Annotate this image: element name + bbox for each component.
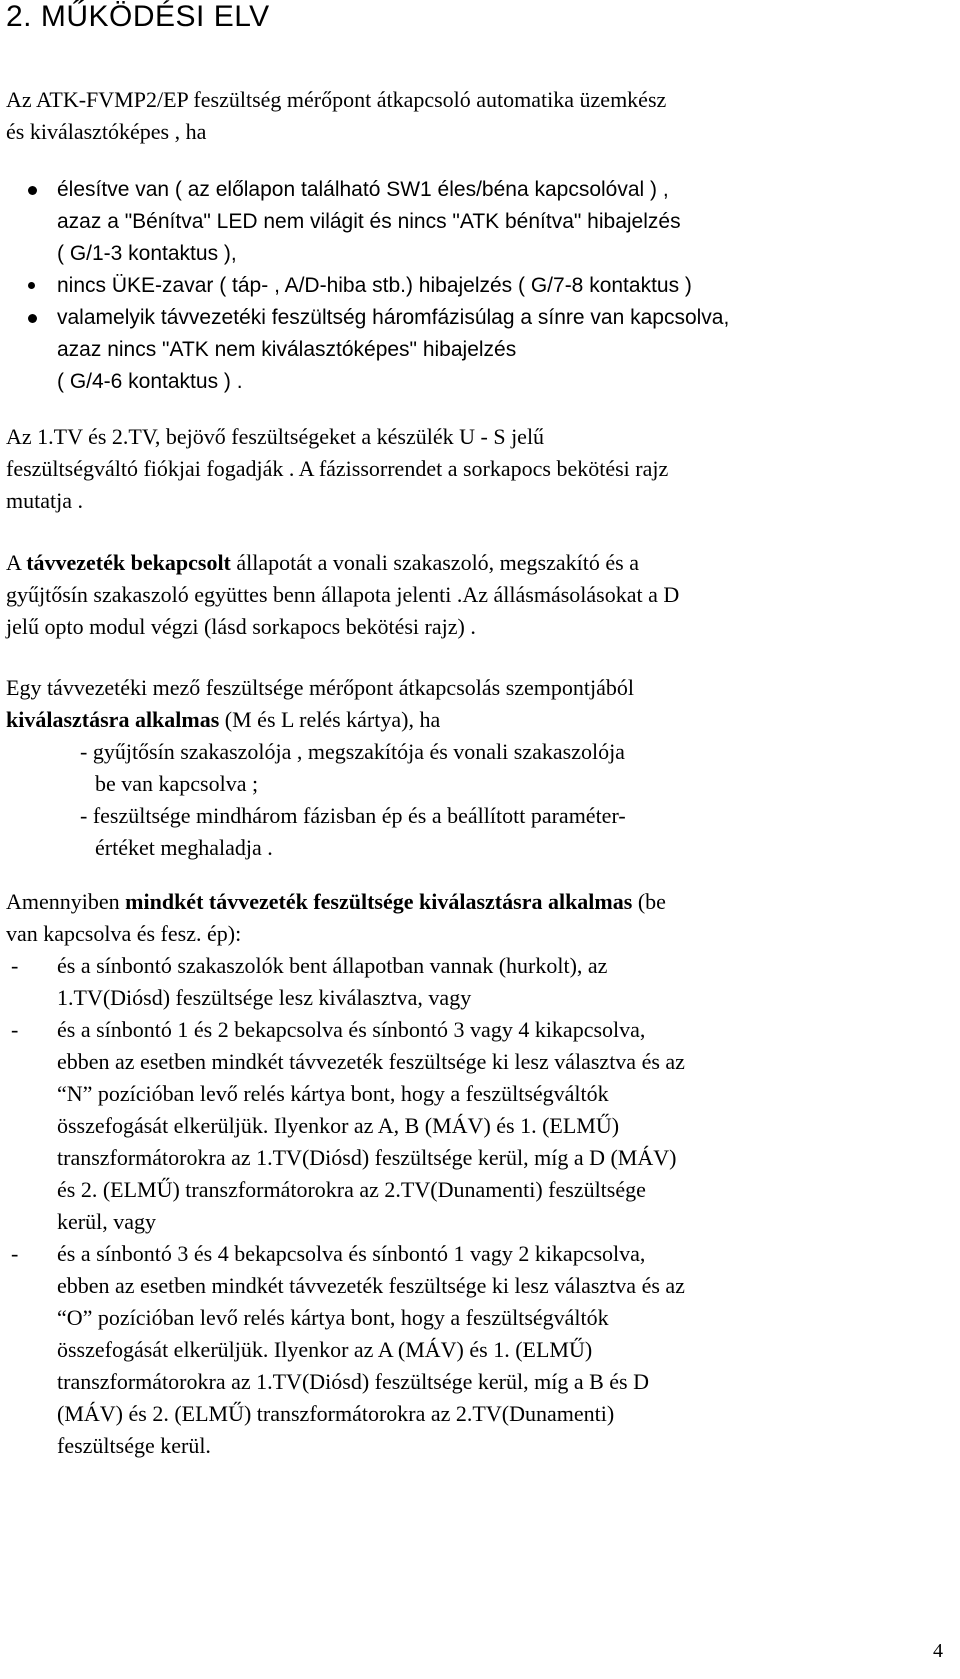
case-2-line-4: összefogását elkerüljük. Ilyenkor az A, B (MÁV) és 1. (ELMŰ): [57, 1113, 620, 1138]
section-heading: 2. MŰKÖDÉSI ELV: [6, 0, 270, 33]
intro-line-2: és kiválasztóképes , ha: [6, 119, 207, 144]
suitable-line-2: kiválasztásra alkalmas (M és L relés kártya), ha: [6, 707, 441, 732]
tv-line-1: Az 1.TV és 2.TV, bejövő feszültségeket a készülék U - S jelű: [6, 424, 545, 449]
condition-1-line-3: ( G/1-3 kontaktus ),: [57, 242, 237, 265]
case-3-line-3: “O” pozícióban levő relés kártya bont, hogy a feszültségváltók: [57, 1305, 609, 1330]
tv-paragraph: [6, 421, 668, 517]
case-3-line-2: ebben az esetben mindkét távvezeték feszültsége ki lesz választva és az: [57, 1273, 685, 1298]
condition-3-line-2: azaz nincs "ATK nem kiválasztóképes" hibajelzés: [57, 338, 517, 361]
case-3-dash: -: [11, 1241, 19, 1266]
bullet-icon: [28, 186, 37, 195]
case-1-line-1: és a sínbontó szakaszolók bent állapotban vannak (hurkolt), az: [57, 953, 608, 978]
case-1-line-2: 1.TV(Diósd) feszültsége lesz kiválasztva, vagy: [57, 985, 472, 1010]
case-3-line-4: összefogását elkerüljük. Ilyenkor az A (MÁV) és 1. (ELMŰ): [57, 1337, 593, 1362]
case-3-line-7: feszültsége kerül.: [57, 1433, 211, 1458]
case-2-line-5: transzformátorokra az 1.TV(Diósd) feszültsége kerül, míg a D (MÁV): [57, 1145, 677, 1170]
suitable-item-1-line-2: be van kapcsolva ;: [95, 771, 259, 796]
intro-line-1: Az ATK-FVMP2/EP feszültség mérőpont átkapcsoló automatika üzemkész: [6, 87, 667, 112]
suitable-paragraph: [6, 672, 634, 864]
condition-1-line-2: azaz a "Bénítva" LED nem világit és nincs "ATK bénítva" hibajelzés: [57, 210, 681, 233]
case-2-line-6: és 2. (ELMŰ) transzformátorokra az 2.TV(Dunamenti) feszültsége: [57, 1177, 646, 1202]
suitable-item-2-line-1: - feszültsége mindhárom fázisban ép és a beállított paraméter-: [80, 803, 626, 828]
connected-paragraph: [6, 547, 679, 643]
connected-line-2: gyűjtősín szakaszoló együttes benn állapota jelenti .Az állásmásolásokat a D: [6, 582, 680, 607]
case-2-dash: -: [11, 1017, 19, 1042]
condition-1-line-1: élesítve van ( az előlapon található SW1 éles/béna kapcsolóval ) ,: [57, 178, 669, 201]
case-3-line-1: és a sínbontó 3 és 4 bekapcsolva és sínbontó 1 vagy 2 kikapcsolva,: [57, 1241, 646, 1266]
connected-line-1: A távvezeték bekapcsolt állapotát a vonali szakaszoló, megszakító és a: [6, 550, 639, 575]
connected-line-3: jelű opto modul végzi (lásd sorkapocs bekötési rajz) .: [6, 614, 476, 639]
bullet-icon: [28, 282, 35, 289]
both-line-2: van kapcsolva és fesz. ép):: [6, 921, 242, 946]
condition-2-line-1: nincs ÜKE-zavar ( táp- , A/D-hiba stb.) hibajelzés ( G/7-8 kontaktus ): [57, 274, 692, 297]
tv-line-2: feszültségváltó fiókjai fogadják . A fázissorrendet a sorkapocs bekötési rajz: [6, 456, 669, 481]
case-2-line-7: kerül, vagy: [57, 1209, 156, 1234]
intro-paragraph: [6, 84, 666, 148]
suitable-item-1-line-1: - gyűjtősín szakaszolója , megszakítója és vonali szakaszolója: [80, 739, 625, 764]
case-3-line-5: transzformátorokra az 1.TV(Diósd) feszültsége kerül, míg a B és D: [57, 1369, 649, 1394]
bullet-icon: [28, 314, 37, 323]
case-2-line-1: és a sínbontó 1 és 2 bekapcsolva és sínbontó 3 vagy 4 kikapcsolva,: [57, 1017, 646, 1042]
both-paragraph: [6, 886, 666, 950]
page-number: 4: [933, 1640, 943, 1662]
condition-3-line-1: valamelyik távvezetéki feszültség háromfázisúlag a sínre van kapcsolva,: [57, 306, 730, 329]
case-2-line-2: ebben az esetben mindkét távvezeték feszültsége ki lesz választva és az: [57, 1049, 685, 1074]
condition-3-line-3: ( G/4-6 kontaktus ) .: [57, 370, 243, 393]
suitable-item-2-line-2: értéket meghaladja .: [95, 835, 273, 860]
case-2-line-3: “N” pozícióban levő relés kártya bont, hogy a feszültségváltók: [57, 1081, 609, 1106]
case-3-line-6: (MÁV) és 2. (ELMŰ) transzformátorokra az 2.TV(Dunamenti): [57, 1401, 615, 1426]
case-1-dash: -: [11, 953, 19, 978]
tv-line-3: mutatja .: [6, 488, 83, 513]
suitable-line-1: Egy távvezetéki mező feszültsége mérőpont átkapcsolás szempontjából: [6, 675, 634, 700]
both-line-1: Amennyiben mindkét távvezeték feszültsége kiválasztásra alkalmas (be: [6, 889, 666, 914]
